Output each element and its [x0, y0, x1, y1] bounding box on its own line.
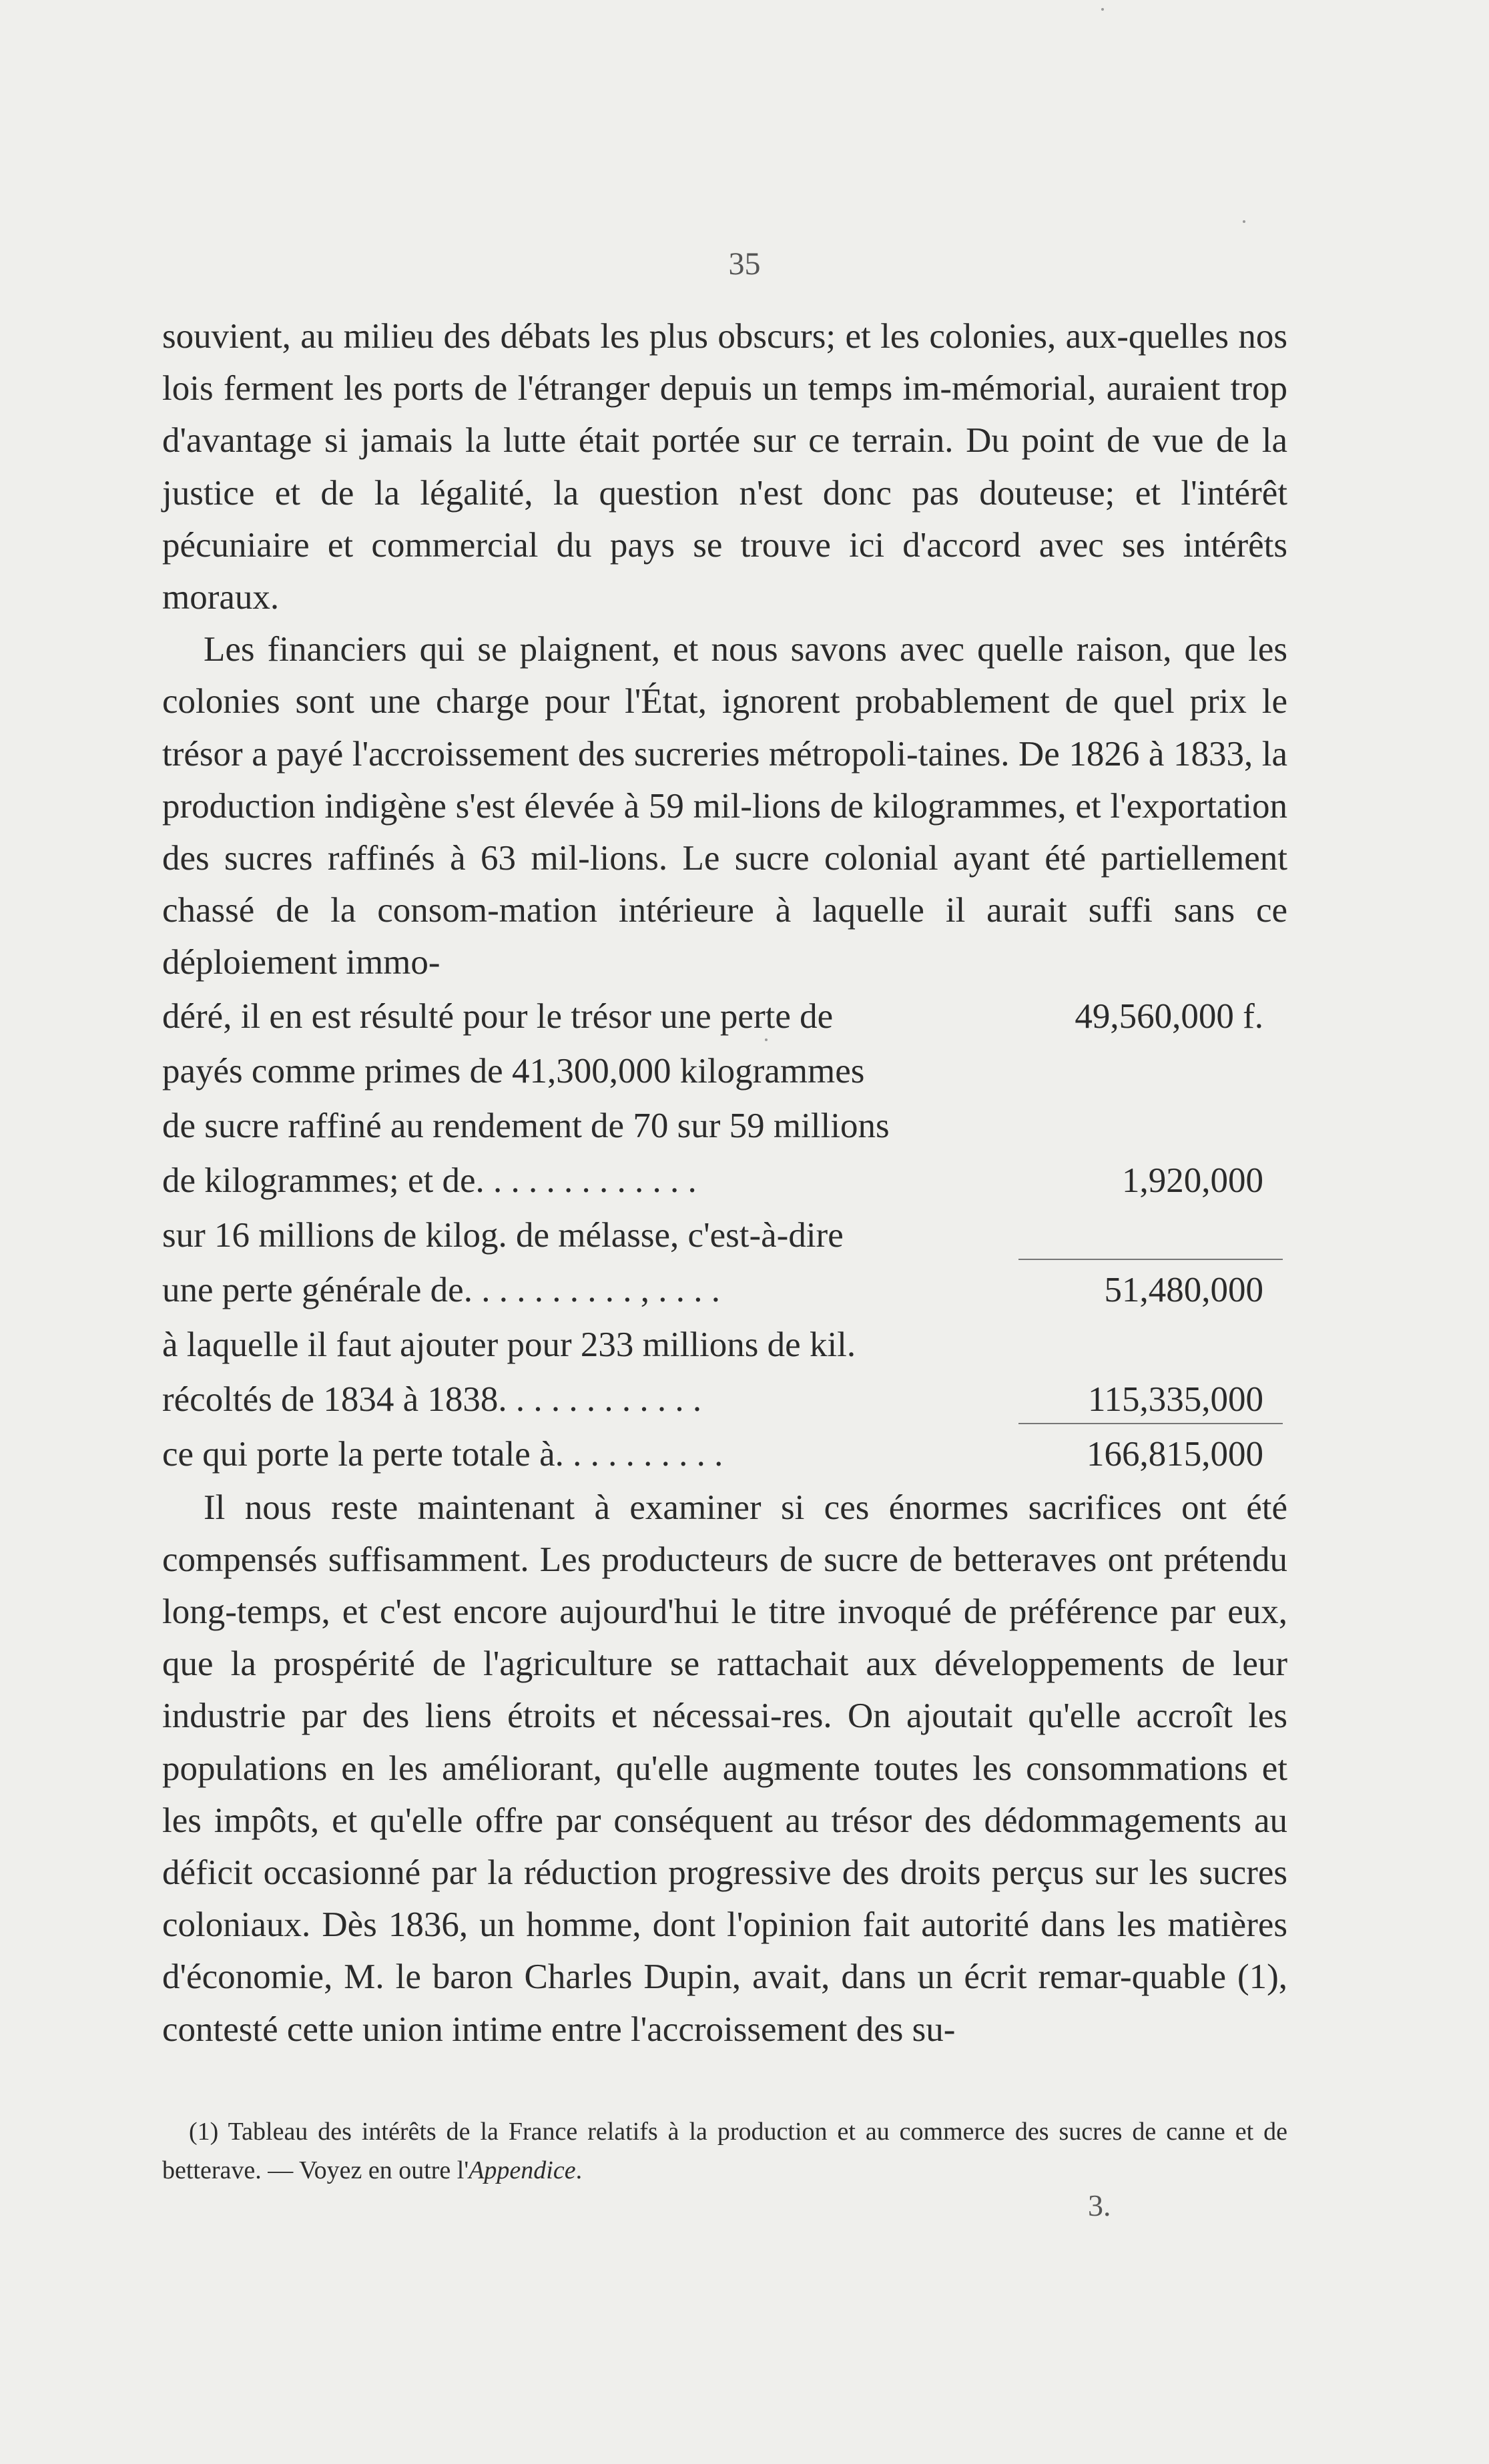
footnote	[162, 2112, 1287, 2190]
calc-line: payés comme primes de 41,300,000 kilogrammes	[162, 1051, 865, 1091]
calc-row	[162, 1153, 1287, 1208]
calc-line: à laquelle il faut ajouter pour 233 millions de kil.	[162, 1325, 856, 1364]
paragraph: Les financiers qui se plaignent, et nous savons avec quelle raison, que les colonies sont une charge pour l'État, ignorent probablement de quel prix le trésor a payé l'accroissement des sucreries métropoli-taines. De 1826 à 1833, la production indigène s'est élevée à 59 mil-lions de kilogrammes, et l'exportation des sucres raffinés à 63 mil-lions. Le sucre colonial ayant été partiellement chassé de la consom-mation intérieure à laquelle il aurait suffi sans ce déploiement immo-	[162, 630, 1287, 982]
signature-mark: 3.	[1088, 2188, 1111, 2222]
calc-label: déré, il en est résulté pour le trésor une perte de	[162, 996, 834, 1036]
calc-line: de sucre raffiné au rendement de 70 sur 59 millions	[162, 1106, 890, 1145]
calc-value: 115,335,000	[1087, 1379, 1263, 1419]
calc-row	[162, 1372, 1287, 1427]
calc-value: 51,480,000	[1104, 1270, 1263, 1309]
calc-row	[162, 1263, 1287, 1317]
calc-row	[162, 989, 1287, 1044]
page-number: 35	[728, 246, 761, 282]
paragraph: Il nous reste maintenant à examiner si ces énormes sacrifices ont été compensés suffisamment. Les producteurs de sucre de betteraves ont prétendu long-temps, et c'est encore aujourd'hui le titre invoqué de préférence par eux, que la prospérité de l'agriculture se rattachait aux développements de leur industrie par des liens étroits et nécessai-res. On ajoutait qu'elle accroît les populations en les améliorant, qu'elle augmente toutes les consommations et les impôts, et qu'elle offre par conséquent au trésor des dédommagements au déficit occasionné par la réduction progressive des droits perçus sur les sucres coloniaux. Dès 1836, un homme, dont l'opinion fait autorité dans les matières d'économie, M. le baron Charles Dupin, avait, dans un écrit remar-quable (1), contesté cette union intime entre l'accroissement des su-	[162, 1488, 1287, 2049]
sum-rule	[1018, 1259, 1283, 1260]
footnote-italic: Appendice	[469, 2156, 576, 2184]
footnote-text	[162, 2112, 1287, 2190]
footnote-end: .	[575, 2156, 583, 2184]
paper-speck	[1243, 220, 1245, 223]
footnote-body: Tableau des intérêts de la France relatifs à la production et au commerce des sucres de canne et de betterave. — Voyez en outre l'	[162, 2118, 1287, 2184]
calc-value: 1,920,000	[1122, 1161, 1263, 1200]
calc-label: une perte générale de. . . . . . . . . . , . . . .	[162, 1270, 720, 1309]
calc-label: de kilogrammes; et de. . . . . . . . . . . . .	[162, 1161, 697, 1200]
calc-label: récoltés de 1834 à 1838. . . . . . . . . . . .	[162, 1379, 702, 1419]
calc-value: 166,815,000	[1087, 1434, 1263, 1474]
calc-label: ce qui porte la perte totale à. . . . . . . . . .	[162, 1434, 723, 1474]
paragraph: souvient, au milieu des débats les plus obscurs; et les colonies, aux-quelles nos lois ferment les ports de l'étranger depuis un temps im-mémorial, auraient trop d'avantage si jamais la lutte était portée sur ce terrain. Du point de vue de la justice et de la légalité, la question n'est donc pas douteuse; et l'intérêt pécuniaire et commercial du pays se trouve ici d'accord avec ses intérêts moraux.	[162, 317, 1287, 617]
calc-row	[162, 1427, 1287, 1482]
loss-calculation	[162, 989, 1287, 1482]
body-text	[162, 310, 1287, 2056]
calc-value: 49,560,000 f.	[1075, 996, 1263, 1036]
footnote-marker: (1)	[189, 2118, 219, 2146]
paper-speck	[765, 1038, 768, 1041]
calc-line: sur 16 millions de kilog. de mélasse, c'est-à-dire	[162, 1215, 844, 1255]
paper-speck	[1101, 8, 1104, 11]
sum-rule	[1018, 1423, 1283, 1424]
